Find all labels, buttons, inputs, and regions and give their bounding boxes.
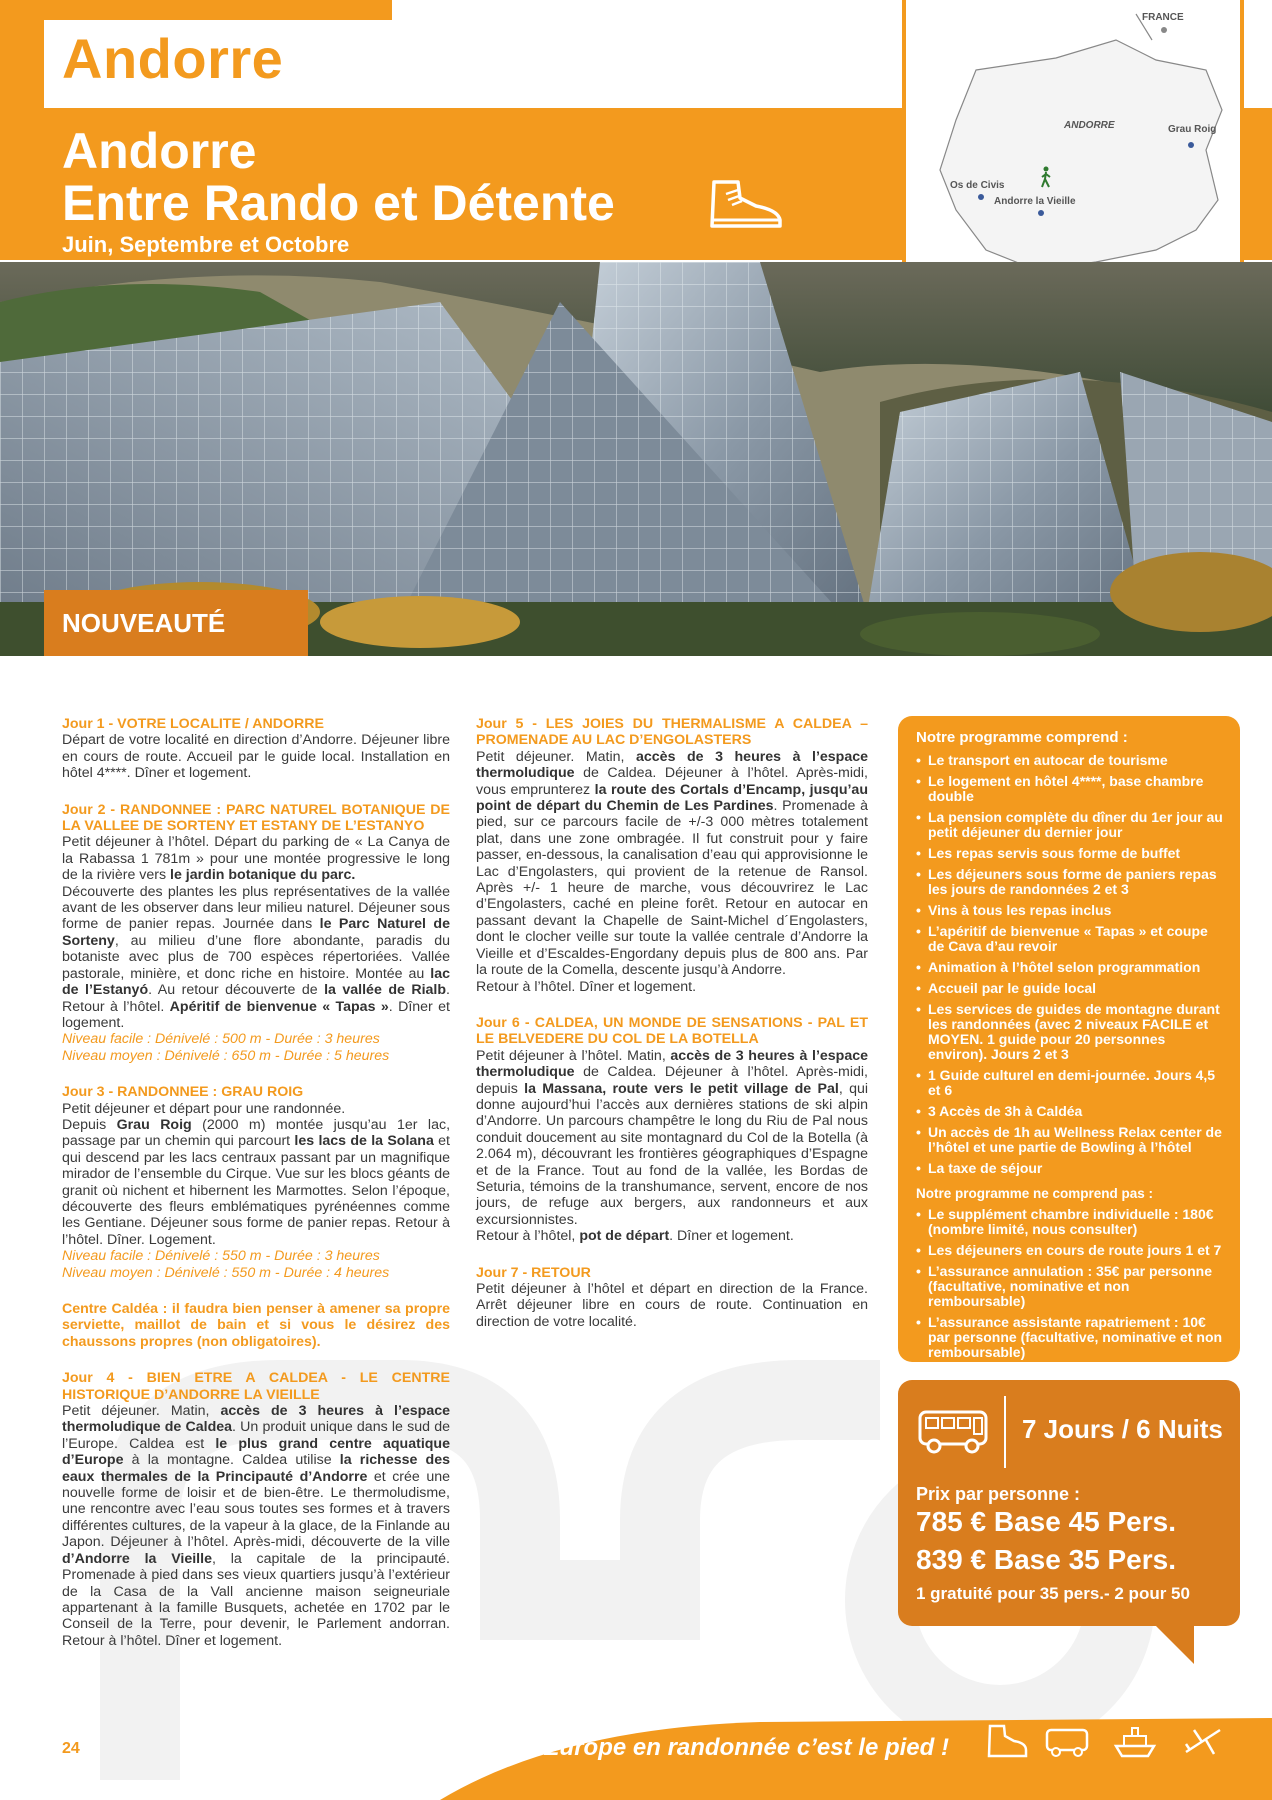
day4-text-e: , la capitale de la principauté. Promenade à pied dans ses vieux quartiers jusqu’à l’extérieur de la Casa de la Vall ancienne maison seigneuriale appartenant à la famille Busquets, achetée en 1702 par le Conseil de la Terre, pour devenir, le Parlement andorran. Retour à l’hôtel. Dîner et logement. [62, 1550, 450, 1649]
price-base-45: 785 € Base 45 Pers. [916, 1506, 1176, 1537]
include-item: • Les déjeuners sous forme de paniers repas les jours de randonnées 2 et 3 [916, 867, 1224, 897]
day5-text-c: . Promenade à pied, sur ce parcours facile de +/-3 000 mètres totalement plat, dans une zone ombragée. Il fut construit pour y faire passer, en-dessous, la canalisation d’eau qui approvisionne le Lac d’Engolasters, qui provient de la retenue de Ransol. Après +/- 1 heure de marche, vous découvrirez le Lac d’Engolasters, caché en pleine forêt. Retour en autocar en passant devant la Chapelle de Saint-Michel d´Engolasters, dont le clocher veille sur toute la vallée centrale d’Andorre la Vieille et d’Escaldes-Engordany depuis plus de 800 ans. Par la route de la Comella, descente jusqu’à Andorre. [476, 798, 868, 979]
day5-bold-b: la route des Cortals d’Encamp, jusqu’au point de départ du Chemin de Les Pardines [476, 781, 868, 815]
day2-text-b: Découverte des plantes les plus représentatives de la vallée avant de les observer dans leur milieu naturel. Déjeuner sous forme de panier repas. Journée dans [62, 883, 450, 933]
excludes-title: Notre programme ne comprend pas : [916, 1186, 1154, 1201]
day6-text-c: , qui donne aujourd’hui l’accès aux dernières stations de ski alpin d’Andorre. Un parcours champêtre le long du Riu de Pal nous conduit doucement au site montagnard du Col de la Botella (à 2.064 m), découvrant les frontières géographiques d’Espagne et de la France. Tout au fond de la vallée, les Bordas de Seturia, témoins de la transhumance, servent, encore de nos jours, de refuge aux bergers, aux randonneurs et aux excursionnistes. [476, 1080, 869, 1228]
day6-paragraph-1 [476, 1048, 868, 1228]
country-name: Andorre [62, 27, 284, 90]
boot-icon [984, 1722, 1030, 1764]
day2-title: Jour 2 - RANDONNEE : PARC NATUREL BOTANIQUE DE LA VALLEE DE SORTENY ET ESTANY DE L’ESTANYO [62, 801, 450, 835]
excludes-list [916, 1207, 1224, 1360]
day5-bold-a: accès de 3 heures à l’espace thermoludique [476, 748, 868, 782]
map-dot-os-de-civis [978, 194, 984, 200]
day5-text [476, 749, 868, 995]
day3-text-c: (2000 m) montée jusqu’au 1er lac, passage par un chemin qui parcourt [62, 1116, 451, 1150]
day4-text-d: et crée une nouvelle forme de loisir et de bien-être. Le thermoludisme, une rencontre avec l’eau sous toutes ses formes et à travers différentes cultures, de la vapeur à la glace, de la Finlande au Japon. Déjeuner à l’hôtel. Après-midi, découverte de la ville [62, 1468, 450, 1551]
day6-text-a: Petit déjeuner à l’hôtel. Matin, [476, 1047, 671, 1064]
includes-list [916, 753, 1224, 1176]
day4-text-c: à la montagne. Caldea utilise [123, 1452, 340, 1469]
footer-slogan: L’Europe en randonnée c’est le pied ! [524, 1734, 949, 1761]
day2-bold-d: la vallée de Rialb [324, 982, 447, 999]
day4-bold-c: la richesse des eaux thermales de la Principauté d’Andorre [62, 1452, 451, 1485]
day2-text-c: , au milieu d’une flore abondante, paradis du botaniste avec plus de 700 espèces répertoriées. Vallée pastorale, minière, et donc riche en histoire. Montée au [62, 932, 450, 982]
price-label: Prix par personne : [916, 1484, 1081, 1504]
day2-text-f: . Dîner et logement. [62, 998, 451, 1031]
map-dot-andorre-la-vieille [1038, 210, 1044, 216]
day6-bold-d: pot de départ [579, 1228, 670, 1245]
include-item: • Accueil par le guide local [916, 981, 1224, 996]
day6-bold-a: accès de 3 heures à l’espace thermoludique [476, 1047, 869, 1081]
day7-text [476, 1281, 868, 1330]
day4-text-b: . Un produit unique dans le sud de l’Europe. Caldea est [62, 1419, 450, 1452]
day4-text-start [62, 1403, 450, 1649]
price-box-tail [1150, 1620, 1194, 1664]
airplane-icon [1180, 1722, 1226, 1764]
includes-box [898, 716, 1240, 1362]
map-label-andorre: ANDORRE [1064, 120, 1115, 131]
day2-text-a: Petit déjeuner à l’hôtel. Départ du parking de « La Canya de la Rabassa 1 781m » pour une montée progressive le long de la rivière vers [62, 834, 450, 884]
day3-text-b: Depuis [62, 1116, 117, 1133]
day6-paragraph-2 [476, 1228, 868, 1244]
exclude-item: • Le supplément chambre individuelle : 180€ (nombre limité, nous consulter) [916, 1207, 1224, 1237]
day4-paragraph [62, 1403, 450, 1649]
day4-title: Jour 4 - BIEN ETRE A CALDEA - LE CENTRE HISTORIQUE D’ANDORRE LA VIEILLE [62, 1370, 450, 1403]
day6-text-d: Retour à l’hôtel, [476, 1228, 580, 1245]
map-label-grau-roig: Grau Roig [1168, 124, 1217, 135]
day2-paragraph-2 [62, 884, 450, 1032]
day2-bold-a: le jardin botanique du parc. [170, 867, 356, 884]
day5-paragraph-2: Retour à l’hôtel. Dîner et logement. [476, 978, 697, 995]
day1-paragraph: Départ de votre localité en direction d’Andorre. Déjeuner libre en cours de route. Accueil par le guide local. Installation en hôtel 4****. Dîner et logement. [62, 732, 450, 782]
day3-bold-b: Grau Roig [116, 1116, 192, 1133]
day3-text [62, 1101, 450, 1281]
include-item: • L’apéritif de bienvenue « Tapas » et coupe de Cava d’au revoir [916, 924, 1224, 954]
day6-bold-b: la Massana, route vers le petit village de Pal [524, 1080, 839, 1097]
day2-paragraph-1 [62, 834, 450, 883]
day5-paragraph-1 [476, 749, 868, 979]
include-item: • 1 Guide culturel en demi-journée. Jours 4,5 et 6 [916, 1068, 1224, 1098]
ship-icon [1112, 1722, 1158, 1764]
include-item: • 3 Accès de 3h à Caldéa [916, 1104, 1224, 1119]
day4-bold-d: d’Andorre la Vieille [62, 1550, 212, 1567]
page-number: 24 [62, 1740, 80, 1757]
include-item: • Les repas servis sous forme de buffet [916, 846, 1224, 861]
map-label-france: FRANCE [1142, 12, 1184, 23]
include-item: • Le logement en hôtel 4****, base chambre double [916, 774, 1224, 804]
day1-text [62, 732, 450, 781]
day5-text-a: Petit déjeuner. Matin, [476, 748, 637, 765]
itinerary-column-1 [62, 716, 450, 1649]
day2-level-easy: Niveau facile : Dénivelé : 500 m - Durée : 3 heures [62, 1031, 380, 1048]
day4-bold-b: le plus grand centre aquatique d’Europe [62, 1435, 450, 1469]
exclude-item: • L’assurance annulation : 35€ par personne (facultative, nominative et non remboursable) [916, 1264, 1224, 1309]
day3-level-medium: Niveau moyen : Dénivelé : 550 m - Durée : 4 heures [62, 1264, 390, 1281]
day5-title: Jour 5 - LES JOIES DU THERMALISME A CALDEA – PROMENADE AU LAC D’ENGOLASTERS [476, 716, 868, 749]
price-base-35: 839 € Base 35 Pers. [916, 1544, 1176, 1575]
hiker-icon [1038, 166, 1054, 188]
new-badge: NOUVEAUTÉ [44, 590, 308, 656]
day3-paragraph-1: Petit déjeuner et départ pour une randonnée. [62, 1100, 346, 1117]
day2-text-d: . Au retour découverte de [148, 982, 325, 999]
day4-text-a: Petit déjeuner. Matin, [62, 1403, 221, 1420]
day6-text-b: de Caldea. Déjeuner à l’hôtel. Après-midi, depuis [476, 1064, 868, 1097]
include-item: • Le transport en autocar de tourisme [916, 753, 1224, 768]
day2-bold-e: Apéritif de bienvenue « Tapas » [169, 998, 389, 1015]
trip-duration: 7 Jours / 6 Nuits [1022, 1414, 1223, 1444]
price-box [898, 1380, 1240, 1626]
include-item: • Les services de guides de montagne durant les randonnées (avec 2 niveaux FACILE et MOYEN. 1 guide pour 20 personnes environ). Jours 2 et 3 [916, 1002, 1224, 1062]
day3-text-d: et qui descend par les lacs centraux passant par un magnifique mirador de l’ensemble du Cirque. Vue sur les blocs géants de granit où nichent et hibernent les Marmottes. Selon l’époque, découverte des fleurs emblématiques pyrénéennes comme les Gentiane. Déjeuner sous forme de panier repas. Retour à l’hôtel. Dîner. Logement. [62, 1133, 450, 1248]
map-label-os-de-civis: Os de Civis [950, 180, 1005, 191]
include-item: • Un accès de 1h au Wellness Relax center de l’hôtel et une partie de Bowling à l’hôtel [916, 1125, 1224, 1155]
day2-text-e: . Retour à l’hôtel. [62, 982, 450, 1015]
include-item: • La pension complète du dîner du 1er jour au petit déjeuner du dernier jour [916, 810, 1224, 840]
page-title-line2: Entre Rando et Détente [62, 175, 615, 231]
map-dot-grau-roig [1188, 142, 1194, 148]
day3-title: Jour 3 - RANDONNEE : GRAU ROIG [62, 1084, 304, 1101]
include-item: • Vins à tous les repas inclus [916, 903, 1224, 918]
day3-paragraph-2 [62, 1117, 450, 1248]
andorra-map [902, 0, 1244, 300]
exclude-item: • Les déjeuners en cours de route jours 1 et 7 [916, 1243, 1224, 1258]
day5-text-b: de Caldea. Déjeuner à l’hôtel. Après-midi, vous emprunterez [476, 765, 868, 798]
include-item: • Animation à l’hôtel selon programmation [916, 960, 1224, 975]
map-outline [906, 0, 1244, 300]
caldea-note: Centre Caldéa : il faudra bien penser à amener sa propre serviette, maillot de bain et si vous le désirez des chaussons propres (non obligatoires). [62, 1301, 450, 1350]
include-item: • La taxe de séjour [916, 1161, 1224, 1176]
day4-bold-a: accès de 3 heures à l’espace thermoludique de Caldea [62, 1403, 450, 1436]
day2-bold-b: le Parc Naturel de Sorteny [62, 916, 450, 949]
itinerary-column-2 [476, 716, 868, 1350]
bus-icon [916, 1404, 992, 1458]
day7-paragraph: Petit déjeuner à l’hôtel et départ en direction de la France. Arrêt déjeuner libre en cours de route. Continuation en direction de votre localité. [476, 1281, 868, 1330]
day2-level-medium: Niveau moyen : Dénivelé : 650 m - Durée : 5 heures [62, 1047, 390, 1064]
day2-text [62, 834, 450, 1064]
day3-level-easy: Niveau facile : Dénivelé : 550 m - Durée : 3 heures [62, 1248, 380, 1265]
exclude-item: • L’assurance assistante rapatriement : 10€ par personne (facultative, nominative et non remboursable) [916, 1315, 1224, 1360]
day6-title: Jour 6 - CALDEA, UN MONDE DE SENSATIONS - PAL ET LE BELVEDERE DU COL DE LA BOTELLA [476, 1014, 868, 1048]
map-label-andorre-la-vieille: Andorre la Vieille [994, 196, 1076, 207]
day6-text [476, 1048, 868, 1245]
includes-title: Notre programme comprend : [916, 729, 1128, 746]
page-title-line1: Andorre [62, 123, 257, 179]
bus-icon [1044, 1722, 1090, 1764]
day2-bold-c: lac de l’Estanyó [62, 965, 450, 999]
day1-title: Jour 1 - VOTRE LOCALITE / ANDORRE [62, 716, 324, 732]
hiking-boot-icon [704, 176, 786, 232]
day7-title: Jour 7 - RETOUR [476, 1264, 591, 1281]
season-subtitle: Juin, Septembre et Octobre [62, 232, 350, 257]
day3-bold-c: les lacs de la Solana [294, 1133, 434, 1150]
price-divider [1004, 1396, 1006, 1468]
day6-text-e: . Dîner et logement. [669, 1228, 794, 1245]
gratuity-note: 1 gratuité pour 35 pers.- 2 pour 50 [916, 1584, 1190, 1603]
